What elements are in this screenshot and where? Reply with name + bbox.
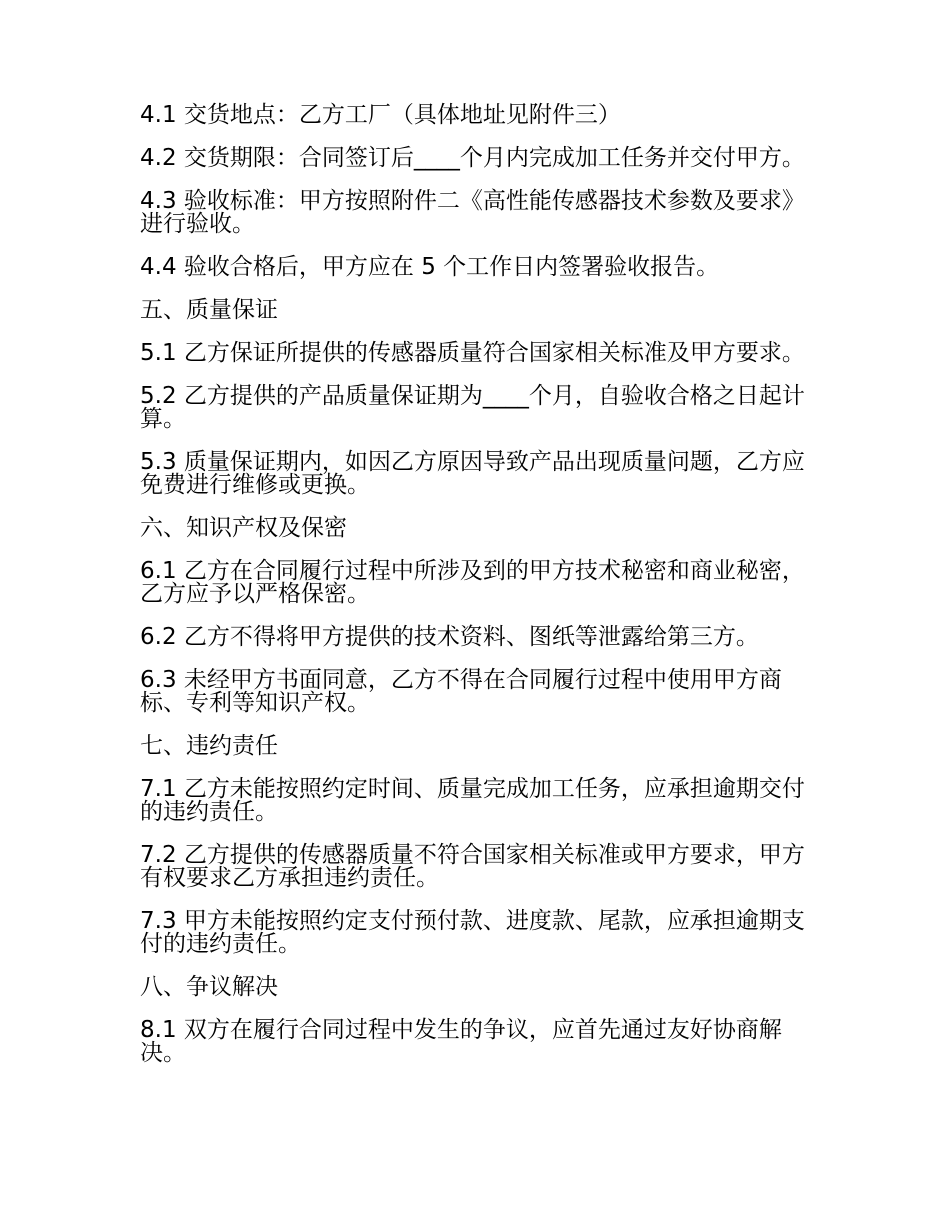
clause-5-3: 5.3 质量保证期内，如因乙方原因导致产品出现质量问题，乙方应免费进行维修或更换。 — [140, 449, 805, 498]
clause-4-3: 4.3 验收标准：甲方按照附件二《高性能传感器技术参数及要求》进行验收。 — [140, 188, 805, 237]
clause-4-2: 4.2 交货期限：合同签订后____个月内完成加工任务并交付甲方。 — [140, 145, 805, 171]
clause-7-2: 7.2 乙方提供的传感器质量不符合国家相关标准或甲方要求，甲方有权要求乙方承担违约责任。 — [140, 842, 805, 891]
clause-4-1: 4.1 交货地点：乙方工厂（具体地址见附件三） — [140, 102, 621, 128]
clause-5-2: 5.2 乙方提供的产品质量保证期为____个月，自验收合格之日起计算。 — [140, 383, 805, 432]
section-heading-7: 七、违约责任 — [140, 733, 278, 759]
section-heading-8: 八、争议解决 — [140, 974, 278, 1000]
clause-7-1: 7.1 乙方未能按照约定时间、质量完成加工任务，应承担逾期交付的违约责任。 — [140, 776, 805, 825]
clause-7-3: 7.3 甲方未能按照约定支付预付款、进度款、尾款，应承担逾期支付的违约责任。 — [140, 908, 805, 957]
clause-8-1: 8.1 双方在履行合同过程中发生的争议，应首先通过友好协商解决。 — [140, 1017, 782, 1066]
section-heading-5: 五、质量保证 — [140, 297, 278, 323]
section-heading-6: 六、知识产权及保密 — [140, 515, 347, 541]
clause-6-2: 6.2 乙方不得将甲方提供的技术资料、图纸等泄露给第三方。 — [140, 624, 759, 650]
document-body — [140, 104, 810, 1085]
clause-6-3: 6.3 未经甲方书面同意，乙方不得在合同履行过程中使用甲方商标、专利等知识产权。 — [140, 667, 782, 716]
clause-5-1: 5.1 乙方保证所提供的传感器质量符合国家相关标准及甲方要求。 — [140, 340, 805, 366]
clause-4-4: 4.4 验收合格后，甲方应在 5 个工作日内签署验收报告。 — [140, 254, 720, 280]
clause-6-1: 6.1 乙方在合同履行过程中所涉及到的甲方技术秘密和商业秘密，乙方应予以严格保密。 — [140, 558, 805, 607]
